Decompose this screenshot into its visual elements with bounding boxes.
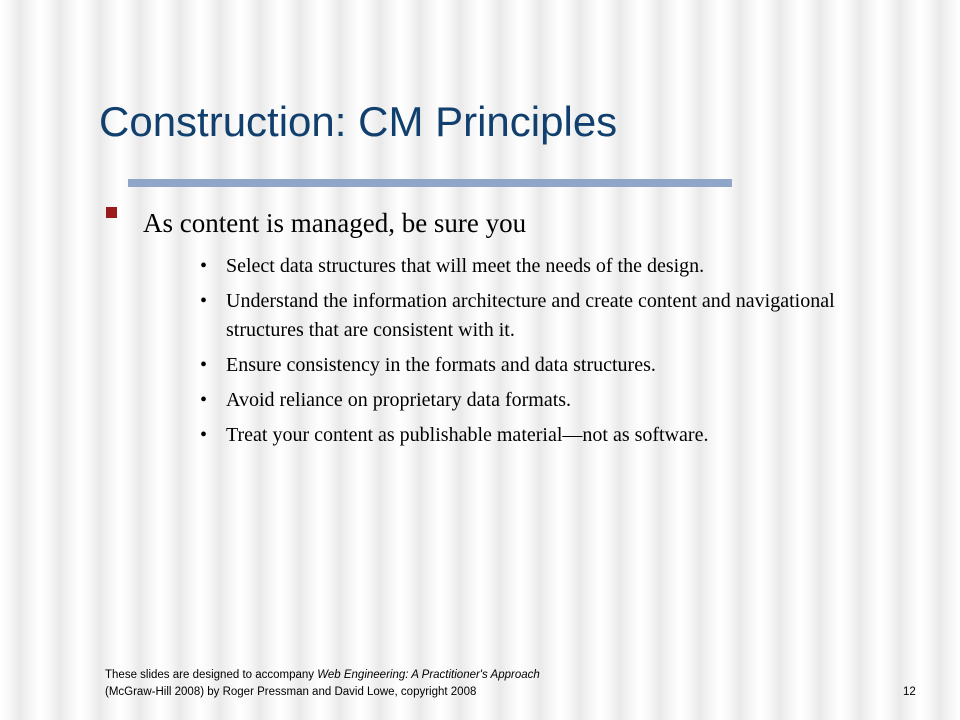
bullet-dot-icon: • [200, 255, 208, 277]
footer-book-title: Web Engineering: A Practitioner's Approach [317, 669, 540, 681]
square-bullet-icon [106, 207, 117, 218]
sub-bullet-text: Understand the information architecture and create content and navigational structures that are consistent with it. [226, 290, 835, 341]
sub-bullet [200, 252, 880, 281]
sub-bullet-text: Avoid reliance on proprietary data formats. [226, 389, 572, 411]
sub-bullet [200, 351, 880, 380]
sub-bullet-list [200, 252, 880, 456]
slide-title: Construction: CM Principles [99, 98, 618, 145]
bullet-dot-icon: • [200, 389, 208, 411]
sub-bullet [200, 386, 880, 415]
sub-bullet-text: Treat your content as publishable material—not as software. [226, 424, 709, 446]
footer-line-1 [105, 667, 540, 684]
footer-line-2: (McGraw-Hill 2008) by Roger Pressman and David Lowe, copyright 2008 [105, 686, 477, 698]
sub-bullet-text: Ensure consistency in the formats and data structures. [226, 354, 656, 376]
main-bullet [106, 205, 527, 238]
main-bullet-text: As content is managed, be sure you [143, 208, 527, 238]
footer-prefix: These slides are designed to accompany [105, 669, 318, 681]
bullet-dot-icon: • [200, 354, 208, 376]
bullet-dot-icon: • [200, 424, 208, 446]
sub-bullet [200, 287, 880, 345]
bullet-dot-icon: • [200, 290, 208, 312]
page-number: 12 [903, 686, 916, 698]
title-underline [128, 179, 732, 187]
sub-bullet [200, 421, 880, 450]
sub-bullet-text: Select data structures that will meet the needs of the design. [226, 255, 705, 277]
footer-credit [105, 667, 540, 701]
